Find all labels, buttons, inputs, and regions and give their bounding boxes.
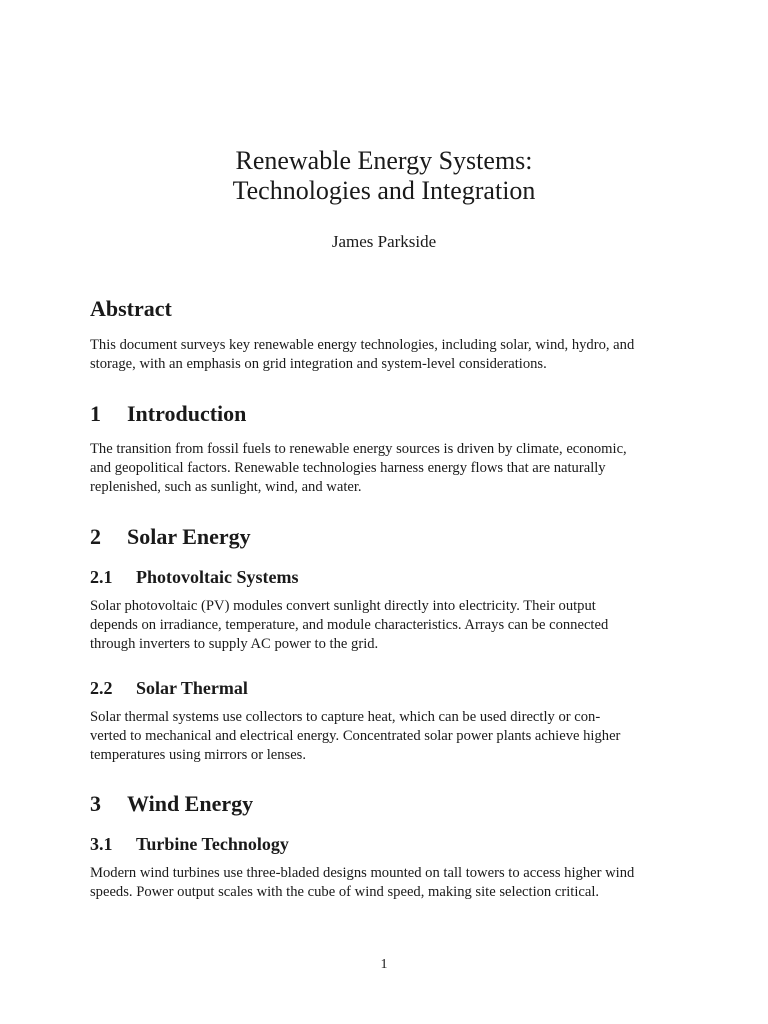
section-heading-introduction	[90, 401, 246, 427]
paragraph-line: verted to mechanical and electrical energy. Concentrated solar power plants achieve higher	[90, 728, 621, 744]
subsection-title: Turbine Technology	[136, 834, 289, 854]
paragraph-line: Modern wind turbines use three-bladed designs mounted on tall towers to access higher wind	[90, 865, 635, 881]
document-title	[0, 146, 768, 206]
paragraph-line: Solar photovoltaic (PV) modules convert sunlight directly into electricity. Their output	[90, 598, 596, 614]
author-name: James Parkside	[331, 232, 437, 251]
paragraph-line: depends on irradiance, temperature, and module characteristics. Arrays can be connected	[90, 617, 609, 633]
solar-thermal-paragraph	[90, 708, 678, 765]
subsection-number: 3.1	[90, 834, 113, 854]
section-heading-wind-energy	[90, 791, 253, 817]
paragraph-line: The transition from fossil fuels to renewable energy sources is driven by climate, economic,	[90, 441, 627, 457]
page-number: 1	[380, 957, 388, 972]
section-title: Solar Energy	[127, 524, 251, 549]
section-number: 1	[90, 401, 101, 426]
subsection-heading-solar-thermal	[90, 677, 248, 699]
subsection-number: 2.2	[90, 678, 113, 698]
introduction-paragraph	[90, 440, 678, 497]
section-title: Introduction	[127, 401, 247, 426]
subsection-heading-turbine-technology	[90, 833, 289, 855]
paragraph-line: temperatures using mirrors or lenses.	[90, 747, 307, 763]
subsection-title: Photovoltaic Systems	[136, 567, 299, 587]
paragraph-line: Solar thermal systems use collectors to capture heat, which can be used directly or con-	[90, 709, 601, 725]
title-line-1: Renewable Energy Systems:	[235, 146, 533, 175]
section-number: 3	[90, 791, 101, 816]
title-line-2: Technologies and Integration	[232, 176, 536, 205]
subsection-heading-photovoltaic	[90, 566, 298, 588]
section-heading-solar-energy	[90, 524, 251, 550]
paragraph-line: and geopolitical factors. Renewable technologies harness energy flows that are naturally	[90, 460, 606, 476]
turbine-technology-paragraph	[90, 864, 678, 902]
paragraph-line: speeds. Power output scales with the cube of wind speed, making site selection critical.	[90, 884, 600, 900]
section-number: 2	[90, 524, 101, 549]
subsection-number: 2.1	[90, 567, 113, 587]
abstract-line: storage, with an emphasis on grid integration and system-level considerations.	[90, 356, 547, 372]
section-title: Wind Energy	[127, 791, 254, 816]
abstract-heading: Abstract	[90, 296, 172, 321]
paragraph-line: replenished, such as sunlight, wind, and water.	[90, 479, 362, 495]
abstract-text	[90, 336, 678, 374]
photovoltaic-paragraph	[90, 597, 678, 654]
paragraph-line: through inverters to supply AC power to the grid.	[90, 636, 379, 652]
abstract-line: This document surveys key renewable energy technologies, including solar, wind, hydro, and	[90, 337, 635, 353]
subsection-title: Solar Thermal	[136, 678, 248, 698]
